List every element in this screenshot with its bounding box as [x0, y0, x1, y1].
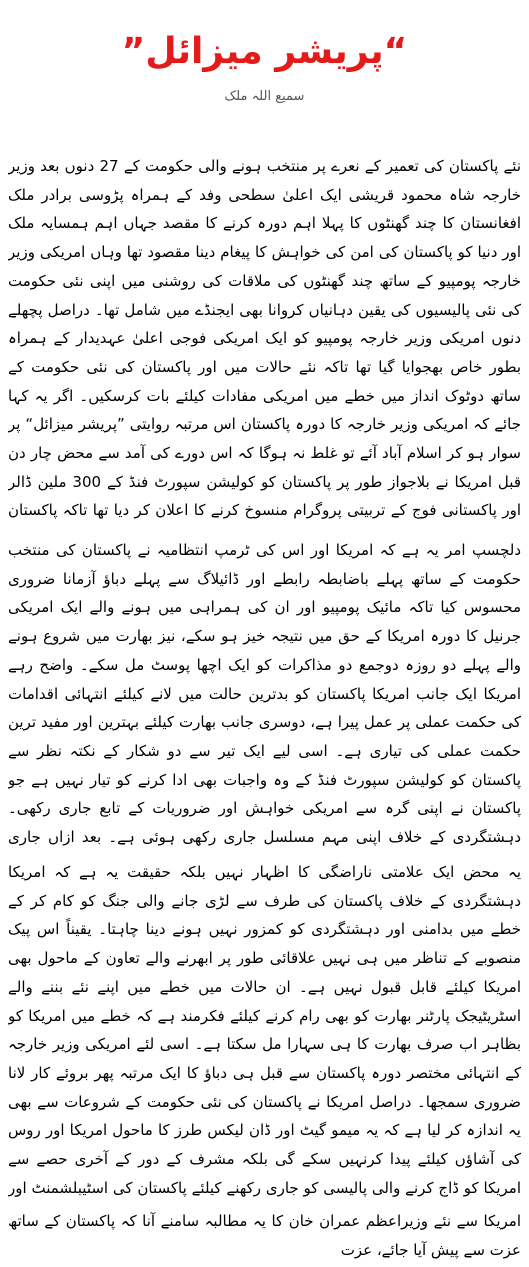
article-paragraph-4: امریکا سے نئے وزیراعظم عمران خان کا یہ مطالبہ سامنے آنا کہ پاکستان کے ساتھ عزت سے پیش آیا جائے، عزت: [8, 1212, 521, 1259]
article-paragraph-1: نئے پاکستان کی تعمیر کے نعرے پر منتخب ہونے والی حکومت کے 27 دنوں بعد وزیر خارجہ شاہ محمود قریشی ایک اعلیٰ سطحی وفد کے ہمراہ پڑوسی برادر ملک افغانستان کا چند گھنٹوں کا پہلا اہم دورہ کرنے کا مقصد جہاں اہم ہمسایہ ملک اور دنیا کو پاکستان کی امن کی خواہش کا پیغام دینا مقصود تھا وہاں امریکی وزیر خارجہ پومپیو کے ساتھ چند گھنٹوں کی ملاقات کی روشنی میں اپنی نئی حکومت کی نئی پالیسیوں کی یقین دہانیاں کروانا بھی ایجنڈے میں شامل تھا۔ دراصل پچھلے دنوں امریکی وزیر خارجہ پومپیو کو ایک امریکی فوجی اعلیٰ عہدیدار کے ہمراہ بطور خاص بھجوایا گیا تھا تاکہ نئے حالات میں اور پاکستان کی نئی حکومت کے ساتھ دوٹوک انداز میں خطے میں امریکی مفادات کیلئے بات کرسکیں۔ اگر یہ کہا جائے کہ امریکی وزیر خارجہ کا دورہ پاکستان اس مرتبہ روایتی ”پریشر میزائل“ پر سوار ہو کر اسلام آباد آئے تو غلط نہ ہوگا کہ اس دورے کی آمد سے محض چار دن قبل امریکا نے بلاجواز طور پر پاکستان کو کولیشن سپورٹ فنڈ کے 300 ملین ڈالر اور پاکستانی فوج کے تربیتی پروگرام منسوخ کرنے کا اعلان کر دیا تھا تاکہ پاکستان: [8, 157, 521, 520]
author-byline: سمیع اللہ ملک: [224, 89, 305, 104]
article-paragraph-2: دلچسپ امر یہ ہے کہ امریکا اور اس کی ٹرمپ انتظامیہ نے پاکستان کی منتخب حکومت کے ساتھ پہلے باضابطہ رابطے اور ڈائیلاگ سے پہلے دباؤ آزمانا ضروری محسوس کیا تاکہ مائیک پومپیو اور ان کی ہمراہی میں ہونے والے ایک امریکی جرنیل کا دورہ امریکا کے حق میں نتیجہ خیز ہو سکے، نیز بھارت میں شروع ہونے والے پہلے دو روزہ دوجمع دو مذاکرات کو ایک اچھا پوسٹ مل سکے۔ واضح رہے امریکا ایک جانب امریکا پاکستان کو بدترین حالت میں لانے کیلئے انتہائی اقدامات کی حکمت عملی پر عمل پیرا ہے، دوسری جانب بھارت کیلئے بہترین اور مفید ترین حکمت عملی کی تیاری ہے۔ اسی لیے ایک تیر سے دو شکار کے نکتہ نظر سے پاکستان کو کولیشن سپورٹ فنڈ کے وہ واجبات بھی ادا کرنے کو تیار نہیں ہے جو پاکستان نے اپنی گرہ سے امریکی خواہش اور ضروریات کے تابع جاری رکھی۔ دہشتگردی کے خلاف اپنی مہم مسلسل جاری رکھی ہوئی ہے۔ بعد ازاں جاری: [8, 541, 521, 847]
article-paragraph-3: یہ محض ایک علامتی ناراضگی کا اظہار نہیں بلکہ حقیقت یہ ہے کہ امریکا دہشتگردی کے خلاف پاکستان کی طرف سے لڑی جانے والی جنگ کو کام کر کے خطے میں بدامنی اور دہشتگردی کو کمزور نہیں ہونے دینا چاہتا۔ یقیناً اس پیک منصوبے کے تناظر میں ہی نہیں علاقائی طور پر ابھرنے والے تعاون کے ماحول بھی امریکا کیلئے قابل قبول نہیں ہے۔ ان حالات میں خطے میں اپنے نئے بننے والے اسٹریٹیجک پارٹنر بھارت کو بھی رام کرنے کیلئے فکرمند ہے کہ خطے میں امریکا کو بظاہر اب صرف بھارت کا ہی سہارا مل سکتا ہے۔ اسی لئے امریکی وزیر خارجہ کے انتہائی مختصر دورہ پاکستان سے قبل ہی دباؤ کا ایک مرتبہ پھر بروئے کار لانا ضروری سمجھا۔ دراصل امریکا نے پاکستان کی نئی حکومت کے شروعات سے بھی یہ اندازہ کر لیا ہے کہ یہ میمو گیٹ اور ڈان لیکس طرز کا ماحول امریکا اور روس کی آشاؤں کیلئے پیدا کرنہیں سکے گی بلکہ مشرف کے دور کے آخری حصے سے امریکا کو ڈاج کرنے والی پالیسی کو جاری رکھنے کیلئے پاکستان کی اسٹیبلشمنٹ اور: [8, 863, 521, 1197]
article-body: [8, 152, 521, 1267]
article-title: “پریشر میزائل”: [121, 31, 408, 72]
